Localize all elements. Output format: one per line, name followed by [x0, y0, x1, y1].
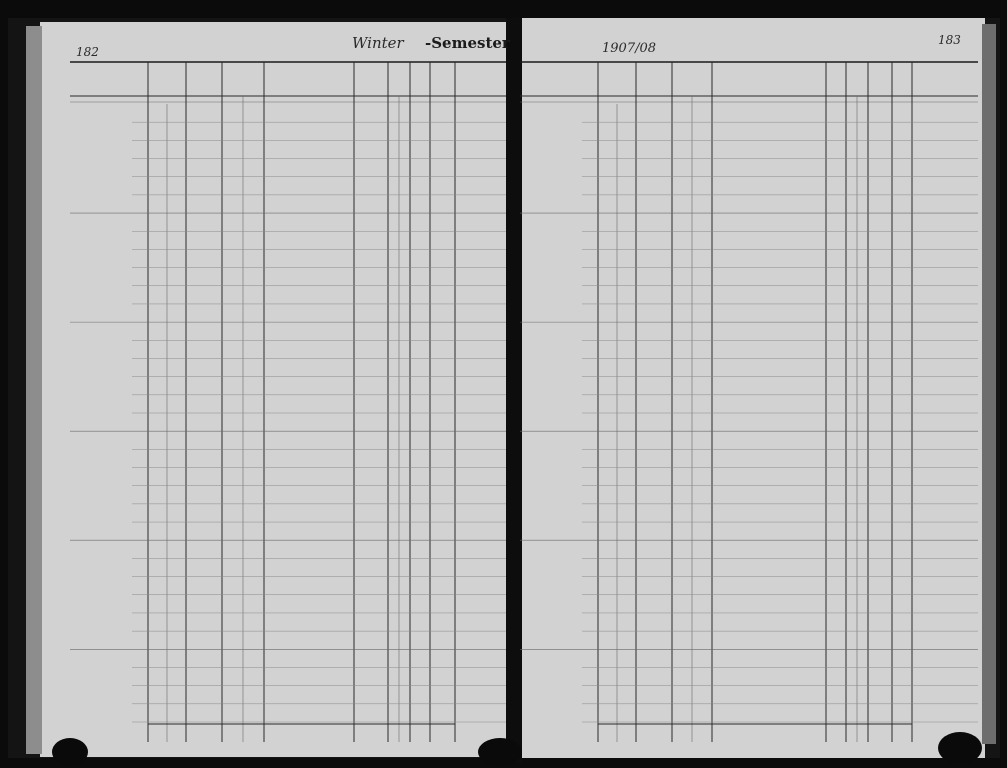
- right-page: [520, 18, 985, 758]
- left-page: [40, 22, 510, 757]
- semester-label: -Semester: [425, 34, 510, 52]
- semester-handwritten: Winter: [352, 34, 404, 52]
- binding-clip-left: [52, 738, 88, 766]
- year-handwritten: 1907/08: [602, 41, 657, 56]
- left-page-number: 182: [76, 45, 99, 59]
- binding-clip-right: [938, 732, 982, 764]
- right-page-number: 183: [938, 33, 961, 47]
- binding-clip-center: [478, 738, 522, 766]
